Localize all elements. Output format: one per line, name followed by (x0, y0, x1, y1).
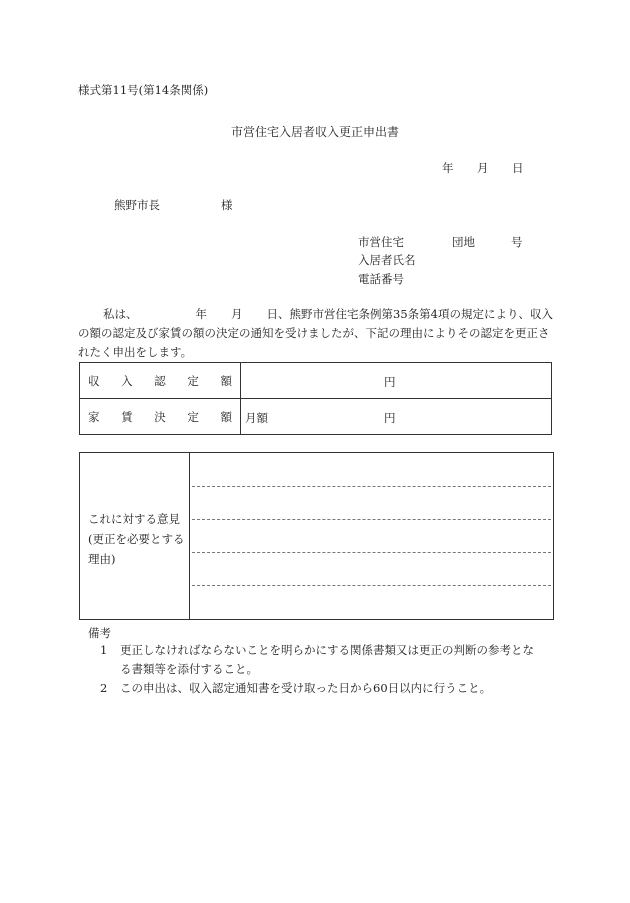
opinion-label-cell (80, 453, 190, 619)
rent-label-cell (80, 399, 241, 435)
statement-part2: 日、熊野市営住宅条例第35条第4項の規定により、収入の額の認定及び家賃の額の決定の通知を受けましたが、下記の理由によりその認定を更正されたく申出をします。 (78, 307, 553, 359)
form-title: 市営住宅入居者収入更正申出書 (230, 125, 399, 139)
income-label-char: 収 (88, 373, 100, 388)
income-label-char: 額 (220, 373, 232, 388)
rent-monthly-prefix: 月額 (245, 411, 268, 425)
opinion-label: これに対する意見(更正を必要とする理由) (88, 512, 185, 566)
date-month-label: 月 (477, 161, 489, 175)
income-unit: 円 (384, 375, 396, 389)
rent-unit: 円 (384, 411, 396, 425)
rent-amount-cell[interactable] (241, 399, 552, 435)
income-label-char: 定 (187, 373, 199, 388)
income-row (80, 363, 552, 399)
addressee-honorific: 様 (221, 198, 233, 212)
rent-label-char: 額 (220, 409, 232, 424)
resident-name-label: 入居者氏名 (358, 253, 416, 267)
opinion-line[interactable] (192, 486, 551, 487)
note-number: 2 (100, 681, 108, 695)
statement-year: 年 (195, 307, 207, 321)
note-text: この申出は、収入認定通知書を受け取った日から60日以内に行うこと。 (120, 681, 492, 695)
income-label-char: 認 (154, 373, 166, 388)
opinion-box (79, 452, 554, 620)
housing-label: 市営住宅 (358, 235, 404, 249)
notes-heading: 備考 (88, 626, 111, 640)
note-item (100, 679, 552, 698)
phone-number-label: 電話番号 (358, 272, 404, 286)
statement-part1: 私は、 (103, 307, 138, 321)
date-day-label: 日 (512, 161, 524, 175)
room-number-label: 号 (511, 235, 523, 249)
opinion-line[interactable] (192, 552, 551, 553)
opinion-line[interactable] (192, 585, 551, 586)
note-text-continued: る書類等を添付すること。 (120, 662, 258, 676)
income-amount-cell[interactable] (241, 363, 552, 399)
income-label-cell (80, 363, 241, 399)
amount-table (79, 362, 552, 435)
rent-label-char: 家 (88, 409, 100, 424)
note-number: 1 (100, 643, 108, 657)
date-year-label: 年 (442, 161, 454, 175)
income-label-char: 入 (121, 373, 133, 388)
statement-month: 月 (231, 307, 243, 321)
addressee-name: 熊野市長 (114, 198, 160, 212)
rent-label-char: 賃 (121, 409, 133, 424)
form-number: 様式第11号(第14条関係) (78, 83, 209, 97)
rent-label-char: 定 (187, 409, 199, 424)
note-text: 更正しなければならないことを明らかにする関係書類又は更正の判断の参考とな (120, 643, 534, 657)
note-item (100, 641, 552, 679)
rent-row (80, 399, 552, 435)
application-statement (78, 305, 556, 362)
danchi-label: 団地 (452, 235, 475, 249)
opinion-line[interactable] (192, 519, 551, 520)
rent-label-char: 決 (154, 409, 166, 424)
